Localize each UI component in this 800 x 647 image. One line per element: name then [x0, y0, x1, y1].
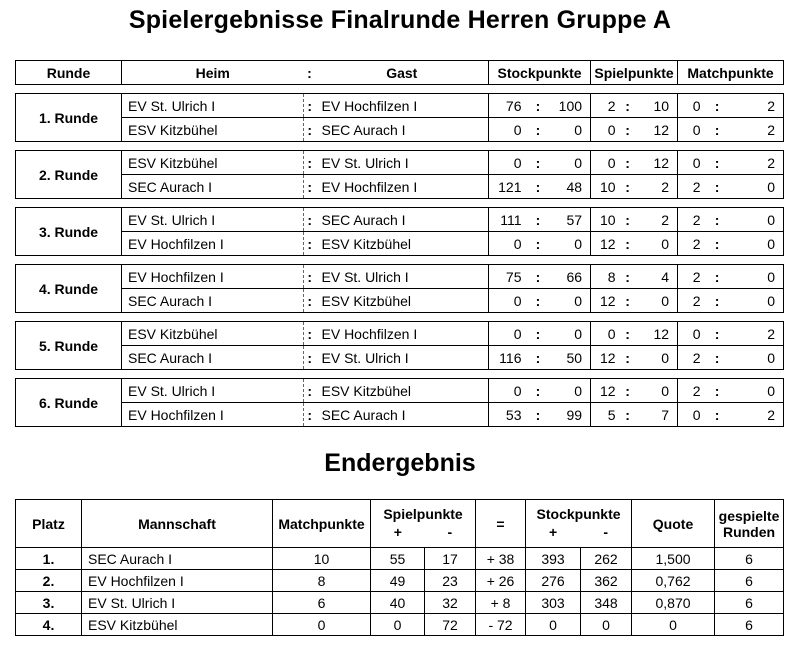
match-guest-value: 0 — [730, 265, 784, 289]
match-home-value: 0 — [678, 322, 705, 346]
round-spacer — [16, 313, 784, 322]
round-spacer — [16, 85, 784, 94]
match-home-value: 2 — [678, 232, 705, 256]
stock-separator: : — [526, 379, 551, 403]
round-label: 4. Runde — [16, 265, 122, 313]
match-home-value: 2 — [678, 265, 705, 289]
home-team: ESV Kitzbühel — [122, 322, 304, 346]
stock-guest-value: 50 — [551, 346, 591, 370]
game-row — [16, 94, 784, 118]
guest-team: EV St. Ulrich I — [316, 265, 489, 289]
home-team: SEC Aurach I — [122, 175, 304, 199]
spiel-guest-value: 0 — [636, 346, 678, 370]
guest-team: ESV Kitzbühel — [316, 232, 489, 256]
match-home-value: 2 — [678, 175, 705, 199]
game-points-difference: + 26 — [476, 570, 526, 592]
stock-home-value: 116 — [489, 346, 526, 370]
spiel-separator: : — [620, 322, 636, 346]
score-separator: : — [304, 403, 316, 427]
match-home-value: 2 — [678, 379, 705, 403]
stock-separator: : — [526, 175, 551, 199]
stock-home-value: 0 — [489, 151, 526, 175]
game-row — [16, 175, 784, 199]
match-home-value: 0 — [678, 151, 705, 175]
game-row — [16, 289, 784, 313]
score-separator: : — [304, 94, 316, 118]
match-separator: : — [705, 289, 730, 313]
stockpunkte-label: Stockpunkte — [536, 506, 621, 522]
spiel-separator: : — [620, 403, 636, 427]
standings-row — [16, 570, 784, 592]
spiel-guest-value: 12 — [636, 151, 678, 175]
stock-home-value: 76 — [489, 94, 526, 118]
stock-separator: : — [526, 151, 551, 175]
spiel-home-value: 0 — [591, 322, 620, 346]
match-home-value: 2 — [678, 289, 705, 313]
match-points: 10 — [273, 548, 371, 570]
stock-home-value: 53 — [489, 403, 526, 427]
home-team: EV Hochfilzen I — [122, 265, 304, 289]
match-guest-value: 0 — [730, 208, 784, 232]
header-separator: : — [304, 61, 316, 85]
spiel-separator: : — [620, 175, 636, 199]
place: 2. — [16, 570, 82, 592]
stock-separator: : — [526, 346, 551, 370]
stock-separator: : — [526, 322, 551, 346]
home-team: EV Hochfilzen I — [122, 403, 304, 427]
game-points-plus: 49 — [371, 570, 425, 592]
spiel-guest-value: 2 — [636, 175, 678, 199]
quote-value: 0,870 — [632, 592, 715, 614]
stock-guest-value: 0 — [551, 379, 591, 403]
spiel-guest-value: 2 — [636, 208, 678, 232]
guest-team: EV Hochfilzen I — [316, 175, 489, 199]
stock-points-minus: 362 — [581, 570, 632, 592]
match-points: 0 — [273, 614, 371, 636]
stock-guest-value: 66 — [551, 265, 591, 289]
stock-guest-value: 0 — [551, 232, 591, 256]
spiel-home-value: 12 — [591, 346, 620, 370]
stock-guest-value: 0 — [551, 289, 591, 313]
stock-points-minus: 0 — [581, 614, 632, 636]
page-title: Spielergebnisse Finalrunde Herren Gruppe A — [128, 6, 672, 34]
score-separator: : — [304, 265, 316, 289]
match-guest-value: 0 — [730, 175, 784, 199]
stock-separator: : — [526, 208, 551, 232]
stock-separator: : — [526, 265, 551, 289]
score-separator: : — [304, 208, 316, 232]
stock-separator: : — [526, 403, 551, 427]
game-row — [16, 118, 784, 142]
spiel-home-value: 2 — [591, 94, 620, 118]
guest-team: EV St. Ulrich I — [316, 151, 489, 175]
spielpunkte-minus: - — [447, 524, 453, 540]
team-name: ESV Kitzbühel — [82, 614, 273, 636]
home-team: EV St. Ulrich I — [122, 379, 304, 403]
game-points-minus: 23 — [425, 570, 476, 592]
spiel-guest-value: 0 — [636, 232, 678, 256]
results-header-row — [16, 61, 784, 85]
match-guest-value: 0 — [730, 289, 784, 313]
game-points-minus: 72 — [425, 614, 476, 636]
match-points: 6 — [273, 592, 371, 614]
match-home-value: 0 — [678, 403, 705, 427]
final-body — [16, 548, 784, 636]
stock-guest-value: 99 — [551, 403, 591, 427]
spiel-home-value: 12 — [591, 232, 620, 256]
place: 4. — [16, 614, 82, 636]
stock-guest-value: 0 — [551, 151, 591, 175]
match-guest-value: 0 — [730, 232, 784, 256]
quote-value: 1,500 — [632, 548, 715, 570]
guest-team: EV Hochfilzen I — [316, 322, 489, 346]
header-difference: = — [476, 500, 526, 548]
spiel-separator: : — [620, 208, 636, 232]
final-standings-table — [15, 499, 784, 636]
header-stockpunkte — [526, 500, 632, 548]
spielpunkte-label: Spielpunkte — [383, 506, 463, 522]
score-separator: : — [304, 175, 316, 199]
game-points-difference: - 72 — [476, 614, 526, 636]
header-runde: Runde — [16, 61, 122, 85]
spiel-guest-value: 7 — [636, 403, 678, 427]
stock-points-minus: 262 — [581, 548, 632, 570]
guest-team: ESV Kitzbühel — [316, 379, 489, 403]
match-guest-value: 2 — [730, 94, 784, 118]
spiel-separator: : — [620, 118, 636, 142]
spiel-guest-value: 12 — [636, 322, 678, 346]
match-home-value: 0 — [678, 94, 705, 118]
home-team: ESV Kitzbühel — [122, 118, 304, 142]
header-platz: Platz — [16, 500, 82, 548]
stock-home-value: 0 — [489, 118, 526, 142]
header-heim: Heim — [122, 61, 304, 85]
stock-guest-value: 0 — [551, 322, 591, 346]
spiel-home-value: 10 — [591, 208, 620, 232]
round-spacer — [16, 370, 784, 379]
game-row — [16, 322, 784, 346]
header-gast: Gast — [316, 61, 489, 85]
team-name: EV St. Ulrich I — [82, 592, 273, 614]
home-team: ESV Kitzbühel — [122, 151, 304, 175]
team-name: SEC Aurach I — [82, 548, 273, 570]
match-separator: : — [705, 346, 730, 370]
spiel-home-value: 12 — [591, 289, 620, 313]
spiel-home-value: 0 — [591, 118, 620, 142]
stock-home-value: 0 — [489, 232, 526, 256]
header-stockpunkte: Stockpunkte — [489, 61, 591, 85]
spiel-separator: : — [620, 151, 636, 175]
standings-row — [16, 614, 784, 636]
guest-team: ESV Kitzbühel — [316, 289, 489, 313]
match-home-value: 0 — [678, 118, 705, 142]
match-separator: : — [705, 151, 730, 175]
rounds-played: 6 — [715, 548, 784, 570]
rounds-played: 6 — [715, 592, 784, 614]
guest-team: EV Hochfilzen I — [316, 94, 489, 118]
match-separator: : — [705, 94, 730, 118]
score-separator: : — [304, 346, 316, 370]
stock-guest-value: 57 — [551, 208, 591, 232]
game-points-plus: 0 — [371, 614, 425, 636]
header-mannschaft: Mannschaft — [82, 500, 273, 548]
match-points: 8 — [273, 570, 371, 592]
game-row — [16, 265, 784, 289]
spielpunkte-plus: + — [393, 524, 402, 540]
header-matchpunkte: Matchpunkte — [678, 61, 784, 85]
spiel-guest-value: 0 — [636, 289, 678, 313]
spiel-separator: : — [620, 379, 636, 403]
team-name: EV Hochfilzen I — [82, 570, 273, 592]
home-team: EV St. Ulrich I — [122, 94, 304, 118]
game-points-plus: 55 — [371, 548, 425, 570]
match-separator: : — [705, 175, 730, 199]
round-label: 1. Runde — [16, 94, 122, 142]
quote-value: 0 — [632, 614, 715, 636]
stock-points-plus: 393 — [526, 548, 581, 570]
stock-separator: : — [526, 94, 551, 118]
round-label: 3. Runde — [16, 208, 122, 256]
standings-row — [16, 592, 784, 614]
home-team: SEC Aurach I — [122, 346, 304, 370]
spiel-separator: : — [620, 346, 636, 370]
gespielte-label: gespielte — [718, 507, 780, 524]
runden-label: Runden — [722, 523, 776, 540]
match-separator: : — [705, 265, 730, 289]
spiel-separator: : — [620, 265, 636, 289]
results-body — [16, 85, 784, 427]
spiel-home-value: 10 — [591, 175, 620, 199]
match-guest-value: 0 — [730, 379, 784, 403]
spiel-home-value: 8 — [591, 265, 620, 289]
stock-home-value: 75 — [489, 265, 526, 289]
header-gespielte-runden — [715, 500, 784, 548]
match-home-value: 2 — [678, 346, 705, 370]
stock-home-value: 0 — [489, 289, 526, 313]
match-guest-value: 2 — [730, 118, 784, 142]
stock-points-plus: 276 — [526, 570, 581, 592]
stock-home-value: 111 — [489, 208, 526, 232]
home-team: EV St. Ulrich I — [122, 208, 304, 232]
guest-team: EV St. Ulrich I — [316, 346, 489, 370]
round-label: 6. Runde — [16, 379, 122, 427]
match-separator: : — [705, 208, 730, 232]
spiel-home-value: 12 — [591, 379, 620, 403]
match-guest-value: 2 — [730, 151, 784, 175]
match-guest-value: 0 — [730, 346, 784, 370]
spiel-guest-value: 4 — [636, 265, 678, 289]
stock-home-value: 0 — [489, 322, 526, 346]
header-spielpunkte: Spielpunkte — [591, 61, 678, 85]
game-row — [16, 379, 784, 403]
spiel-separator: : — [620, 232, 636, 256]
game-points-difference: + 8 — [476, 592, 526, 614]
game-row — [16, 232, 784, 256]
game-row — [16, 151, 784, 175]
spiel-home-value: 5 — [591, 403, 620, 427]
stock-points-minus: 348 — [581, 592, 632, 614]
guest-team: SEC Aurach I — [316, 208, 489, 232]
match-separator: : — [705, 403, 730, 427]
score-separator: : — [304, 379, 316, 403]
results-table — [15, 60, 784, 427]
match-separator: : — [705, 118, 730, 142]
final-header-row — [16, 500, 784, 548]
stock-home-value: 0 — [489, 379, 526, 403]
game-points-plus: 40 — [371, 592, 425, 614]
stock-points-plus: 0 — [526, 614, 581, 636]
rounds-played: 6 — [715, 614, 784, 636]
stock-guest-value: 0 — [551, 118, 591, 142]
match-separator: : — [705, 379, 730, 403]
spiel-guest-value: 0 — [636, 379, 678, 403]
match-separator: : — [705, 322, 730, 346]
round-spacer — [16, 199, 784, 208]
spiel-separator: : — [620, 94, 636, 118]
match-home-value: 2 — [678, 208, 705, 232]
guest-team: SEC Aurach I — [316, 403, 489, 427]
place: 3. — [16, 592, 82, 614]
home-team: EV Hochfilzen I — [122, 232, 304, 256]
game-points-minus: 17 — [425, 548, 476, 570]
score-separator: : — [304, 289, 316, 313]
spiel-separator: : — [620, 289, 636, 313]
header-spielpunkte — [371, 500, 476, 548]
standings-row — [16, 548, 784, 570]
stock-points-plus: 303 — [526, 592, 581, 614]
rounds-played: 6 — [715, 570, 784, 592]
guest-team: SEC Aurach I — [316, 118, 489, 142]
quote-value: 0,762 — [632, 570, 715, 592]
game-points-difference: + 38 — [476, 548, 526, 570]
home-team: SEC Aurach I — [122, 289, 304, 313]
place: 1. — [16, 548, 82, 570]
score-separator: : — [304, 118, 316, 142]
game-row — [16, 403, 784, 427]
round-spacer — [16, 256, 784, 265]
game-points-minus: 32 — [425, 592, 476, 614]
spiel-guest-value: 10 — [636, 94, 678, 118]
score-separator: : — [304, 151, 316, 175]
spiel-home-value: 0 — [591, 151, 620, 175]
match-separator: : — [705, 232, 730, 256]
header-matchpunkte: Matchpunkte — [273, 500, 371, 548]
game-row — [16, 346, 784, 370]
stock-separator: : — [526, 289, 551, 313]
stock-guest-value: 48 — [551, 175, 591, 199]
stockpunkte-plus: + — [549, 524, 558, 540]
stock-separator: : — [526, 118, 551, 142]
final-title: Endergebnis — [324, 449, 476, 477]
stockpunkte-minus: - — [603, 524, 608, 540]
score-separator: : — [304, 232, 316, 256]
stock-separator: : — [526, 232, 551, 256]
round-spacer — [16, 142, 784, 151]
match-guest-value: 2 — [730, 403, 784, 427]
stock-guest-value: 100 — [551, 94, 591, 118]
score-separator: : — [304, 322, 316, 346]
header-quote: Quote — [632, 500, 715, 548]
game-row — [16, 208, 784, 232]
round-label: 5. Runde — [16, 322, 122, 370]
round-label: 2. Runde — [16, 151, 122, 199]
stock-home-value: 121 — [489, 175, 526, 199]
match-guest-value: 2 — [730, 322, 784, 346]
spiel-guest-value: 12 — [636, 118, 678, 142]
